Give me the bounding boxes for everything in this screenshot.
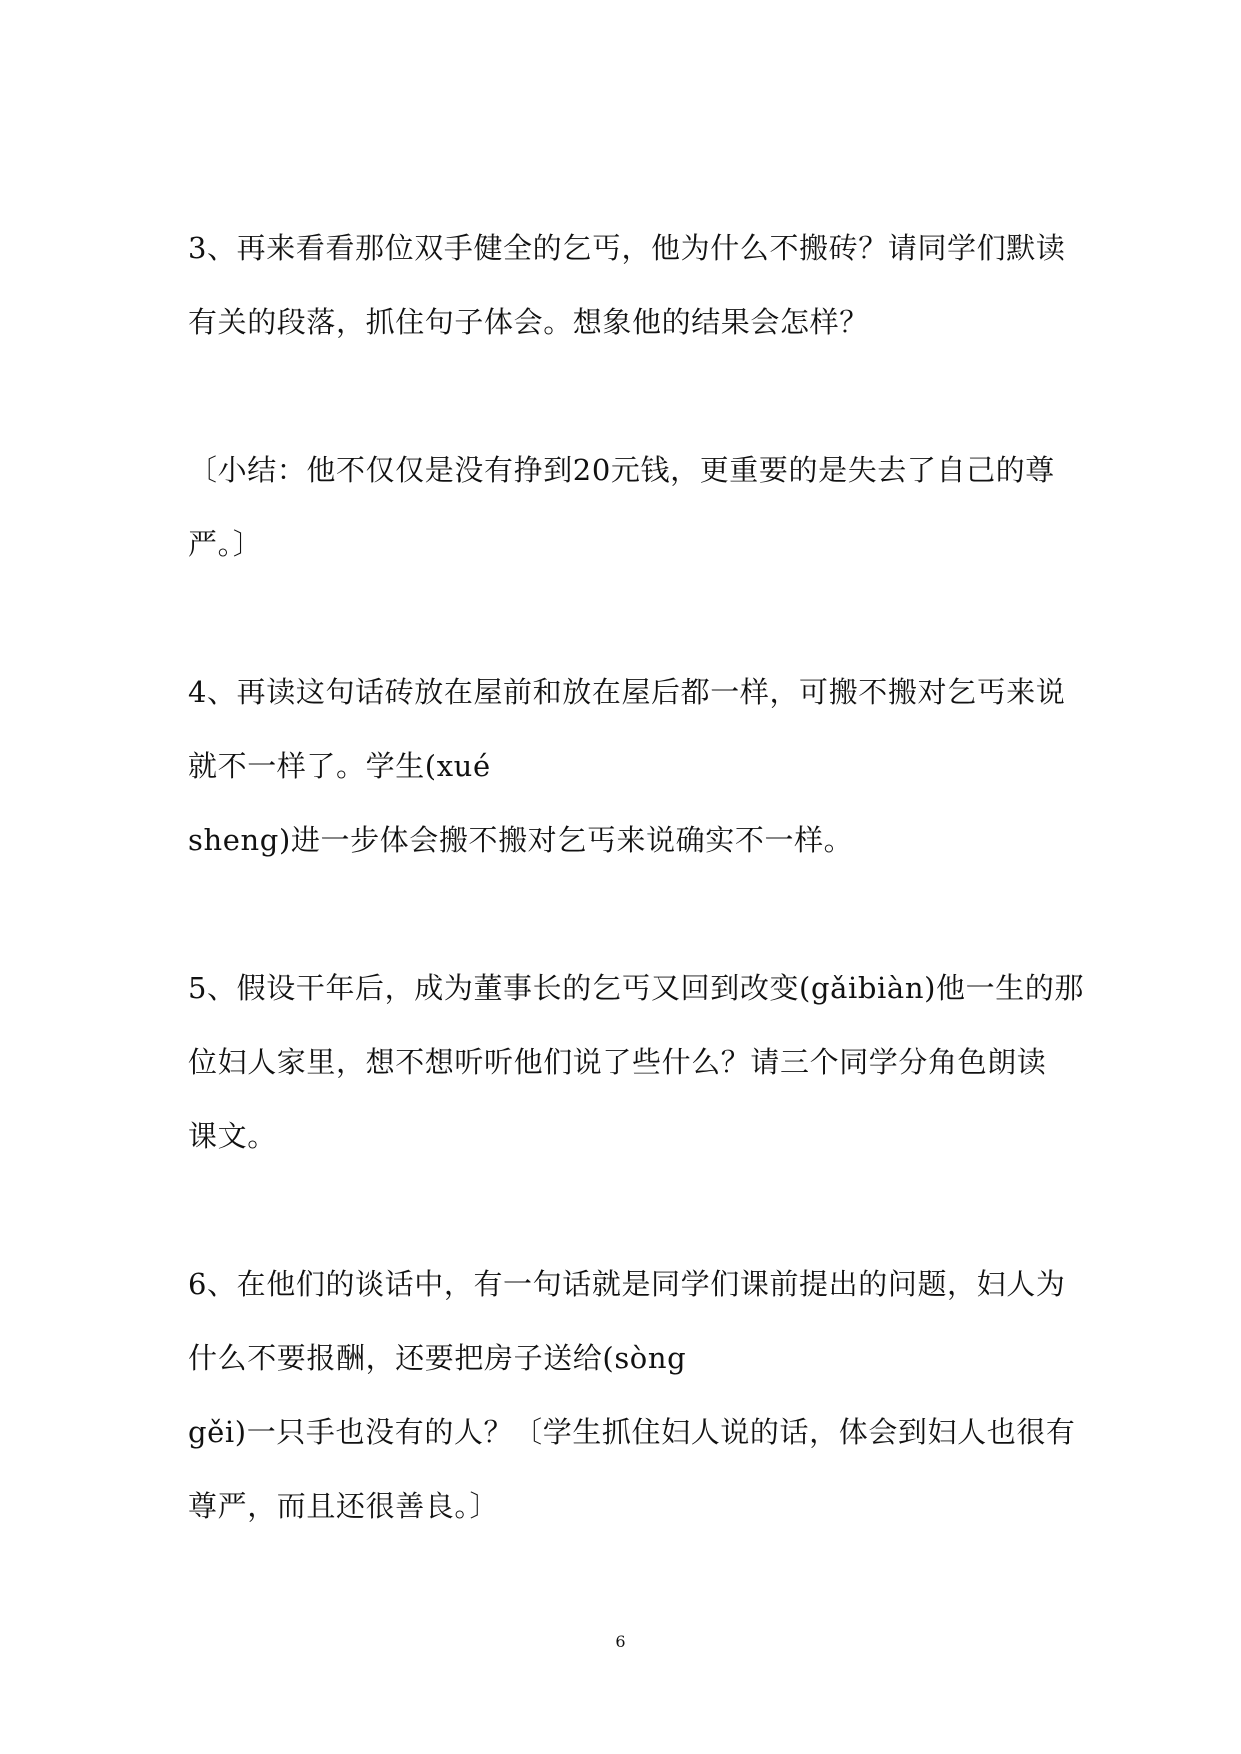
paragraph-5-line-1: 5、假设干年后，成为董事长的乞丐又回到改变(gǎibiàn)他一生的那 bbox=[188, 971, 1085, 1005]
summary-line-1: 〔小结：他不仅仅是没有挣到20元钱，更重要的是失去了自己的尊 bbox=[188, 453, 1055, 487]
paragraph-5-line-2: 位妇人家里，想不想听听他们说了些什么？请三个同学分角色朗读 bbox=[188, 1045, 1047, 1079]
paragraph-4-line-3: sheng)进一步体会搬不搬对乞丐来说确实不一样。 bbox=[188, 823, 854, 857]
paragraph-3-line-1: 3、再来看看那位双手健全的乞丐，他为什么不搬砖？请同学们默读 bbox=[188, 231, 1066, 265]
paragraph-6-line-1: 6、在他们的谈话中，有一句话就是同学们课前提出的问题，妇人为 bbox=[188, 1267, 1066, 1301]
paragraph-3-line-2: 有关的段落，抓住句子体会。想象他的结果会怎样？ bbox=[188, 305, 869, 339]
paragraph-4-line-2: 就不一样了。学生(xué bbox=[188, 749, 491, 783]
paragraph-6-line-2: 什么不要报酬，还要把房子送给(sòng bbox=[188, 1341, 687, 1375]
summary-line-2: 严。〕 bbox=[188, 527, 263, 561]
paragraph-5-line-3: 课文。 bbox=[188, 1119, 277, 1153]
paragraph-4-line-1: 4、再读这句话砖放在屋前和放在屋后都一样，可搬不搬对乞丐来说 bbox=[188, 675, 1066, 709]
paragraph-6-line-4: 尊严，而且还很善良。〕 bbox=[188, 1489, 500, 1523]
page-number: 6 bbox=[615, 1632, 626, 1651]
paragraph-6-line-3: gěi)一只手也没有的人？〔学生抓住妇人说的话，体会到妇人也很有 bbox=[188, 1415, 1076, 1449]
